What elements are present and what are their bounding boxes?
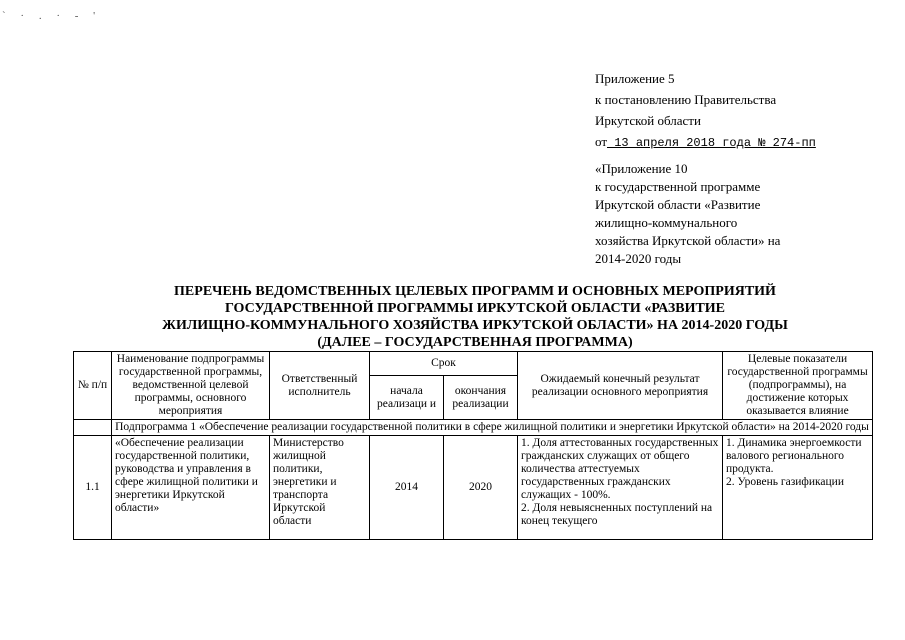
header-result: Ожидаемый конечный результат реализации основного мероприятия <box>518 352 723 420</box>
row-result <box>518 436 723 540</box>
title-line: ЖИЛИЩНО-КОММУНАЛЬНОГО ХОЗЯЙСТВА ИРКУТСКОЙ ОБЛАСТИ» НА 2014-2020 ГОДЫ <box>162 318 788 333</box>
subprogram-row <box>74 420 873 436</box>
row-executor: Министерство жилищной политики, энергетики и транспорта Иркутской области <box>270 436 370 540</box>
header-term: Срок <box>370 352 518 376</box>
row-start: 2014 <box>370 436 444 540</box>
scan-specks: ` · . · - ' <box>2 10 102 22</box>
header-end: окончания реализации <box>444 376 518 420</box>
result-item: 2. Доля невыясненных поступлений на конец текущего <box>521 502 713 527</box>
appendix-number: Приложение 5 <box>595 71 675 86</box>
row-indicators <box>723 436 873 540</box>
header-num: № п/п <box>74 352 112 420</box>
header-executor: Ответственный исполнитель <box>270 352 370 420</box>
title-line: ГОСУДАРСТВЕННОЙ ПРОГРАММЫ ИРКУТСКОЙ ОБЛАСТИ «РАЗВИТИЕ <box>224 301 726 316</box>
appendix2-line: Иркутской области «Развитие <box>595 197 761 212</box>
appendix-10-block <box>595 160 780 268</box>
appendix2-line: «Приложение 10 <box>595 161 688 176</box>
document-title <box>130 283 820 351</box>
table-header-row <box>74 352 873 376</box>
table-row <box>74 436 873 540</box>
appendix2-line: к государственной программе <box>595 179 761 194</box>
header-start: начала реализаци и <box>370 376 444 420</box>
title-line: (ДАЛЕЕ – ГОСУДАРСТВЕННАЯ ПРОГРАММА) <box>317 335 633 350</box>
indicator-item: 1. Динамика энергоемкости валового регионального продукта. <box>726 437 862 475</box>
row-name: «Обеспечение реализации государственной политики, руководства и управления в сфере жилищной политики и энергетики Иркутской области» <box>112 436 270 540</box>
result-item: 1. Доля аттестованных государственных гражданских служащих от общего количества аттестуемых государственных гражданских служащих - 100%. <box>521 437 719 501</box>
decree-date: 13 апреля 2018 года № 274-пп <box>607 136 816 150</box>
title-line: ПЕРЕЧЕНЬ ВЕДОМСТВЕННЫХ ЦЕЛЕВЫХ ПРОГРАММ И ОСНОВНЫХ МЕРОПРИЯТИЙ <box>174 284 776 299</box>
header-name: Наименование подпрограммы государственной программы, ведомственной целевой программы, основного мероприятия <box>112 352 270 420</box>
subprogram-empty-cell <box>74 420 112 436</box>
appendix-date-line <box>595 131 816 154</box>
appendix2-line: жилищно-коммунального <box>595 215 738 230</box>
appendix-reference: к постановлению Правительства <box>595 92 777 107</box>
row-end: 2020 <box>444 436 518 540</box>
row-num: 1.1 <box>74 436 112 540</box>
date-prefix: от <box>595 134 608 149</box>
appendix-region: Иркутской области <box>595 113 701 128</box>
subprogram-title: Подпрограмма 1 «Обеспечение реализации государственной политики в сфере жилищной политики и энергетики Иркутской области» на 2014-2020 годы <box>112 420 873 436</box>
indicator-item: 2. Уровень газификации <box>726 476 844 488</box>
appendix2-line: хозяйства Иркутской области» на <box>595 233 781 248</box>
programs-table <box>73 351 873 540</box>
appendix-block <box>595 68 816 154</box>
header-indicators: Целевые показатели государственной программы (подпрограммы), на достижение которых оказывается влияние <box>723 352 873 420</box>
appendix2-line: 2014-2020 годы <box>595 251 682 266</box>
